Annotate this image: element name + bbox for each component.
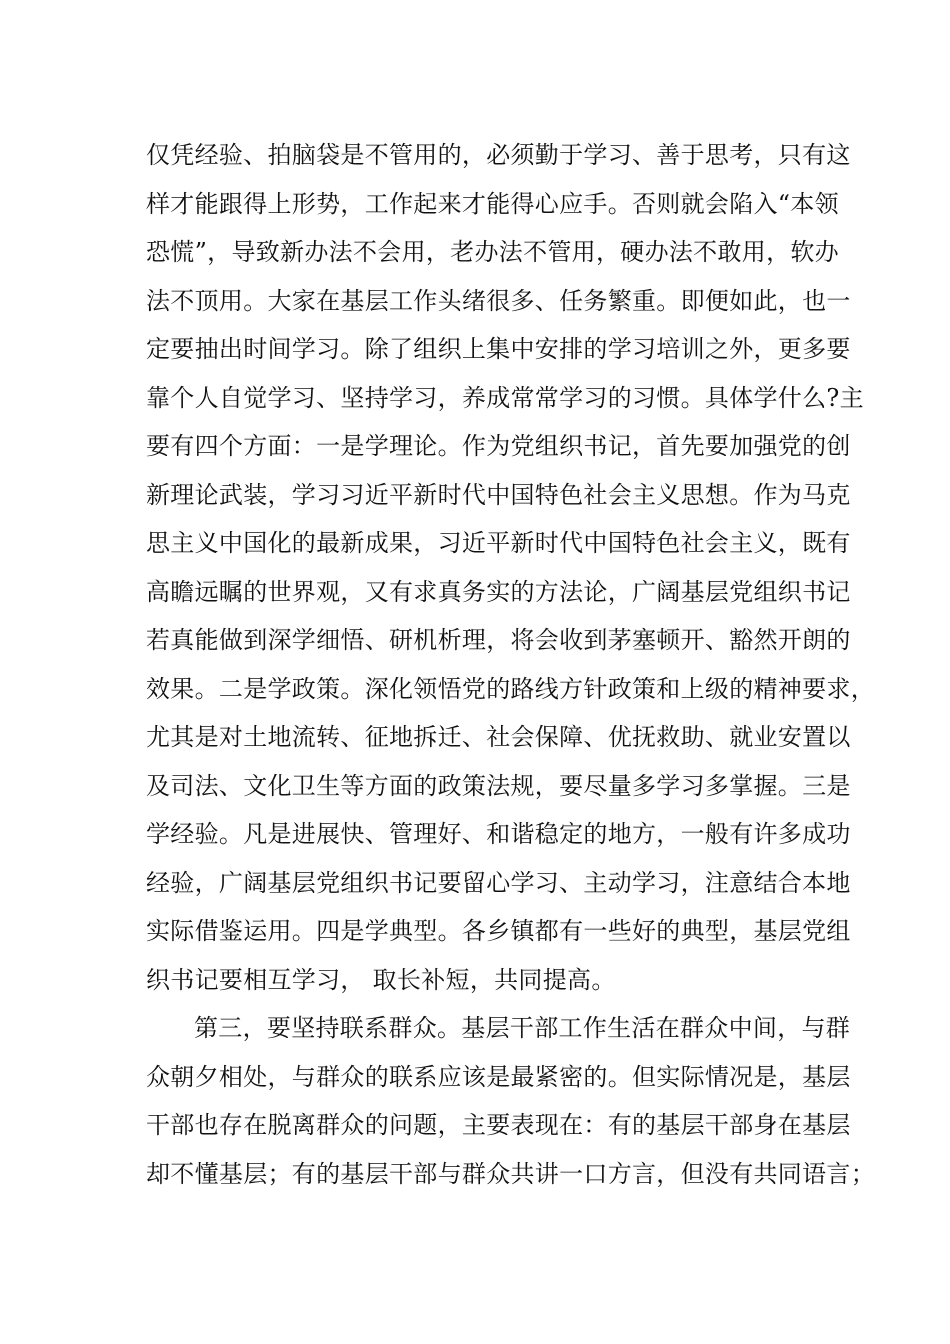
text-line: 仅凭经验、拍脑袋是不管用的，必须勤于学习、善于思考，只有这 — [146, 141, 851, 169]
text-line: 要有四个方面：一是学理论。作为党组织书记，首先要加强党的创 — [146, 432, 851, 460]
text-line: 及司法、文化卫生等方面的政策法规，要尽量多学习多掌握。三是 — [146, 771, 851, 800]
text-line: 靠个人自觉学习、坚持学习，养成常常学习的习惯。具体学什么?主 — [146, 383, 864, 412]
text-line: 思主义中国化的最新成果，习近平新时代中国特色社会主义，既有 — [146, 529, 851, 557]
paragraph-start-line: 第三，要坚持联系群众。基层干部工作生活在群众中间，与群 — [194, 1014, 851, 1042]
text-line: 新理论武装，学习习近平新时代中国特色社会主义思想。作为马克 — [146, 480, 851, 509]
text-line: 法不顶用。大家在基层工作头绪很多、任务繁重。即便如此，也一 — [146, 286, 851, 315]
text-line: 若真能做到深学细悟、研机析理，将会收到茅塞顿开、豁然开朗的 — [146, 626, 851, 654]
text-line: 实际借鉴运用。四是学典型。各乡镇都有一些好的典型，基层党组 — [146, 917, 851, 945]
text-line: 织书记要相互学习， 取长补短，共同提高。 — [146, 965, 616, 994]
text-line: 经验，广阔基层党组织书记要留心学习、主动学习，注意结合本地 — [146, 868, 851, 897]
text-line: 干部也存在脱离群众的问题，主要表现在：有的基层干部身在基层 — [146, 1111, 851, 1139]
text-line: 尤其是对土地流转、征地拆迁、社会保障、优抚救助、就业安置以 — [146, 723, 851, 751]
text-line: 恐慌”，导致新办法不会用，老办法不管用，硬办法不敢用，软办 — [146, 238, 839, 266]
text-line: 样才能跟得上形势，工作起来才能得心应手。否则就会陷入“本领 — [146, 189, 839, 218]
text-line: 却不懂基层；有的基层干部与群众共讲一口方言，但没有共同语言； — [146, 1159, 875, 1188]
text-line: 效果。二是学政策。深化领悟党的路线方针政策和上级的精神要求， — [146, 674, 875, 703]
text-line: 高瞻远瞩的世界观，又有求真务实的方法论，广阔基层党组织书记 — [146, 577, 851, 606]
body-text — [146, 131, 875, 1198]
text-line: 定要抽出时间学习。除了组织上集中安排的学习培训之外，更多要 — [146, 335, 851, 363]
text-line: 众朝夕相处，与群众的联系应该是最紧密的。但实际情况是，基层 — [146, 1062, 851, 1091]
text-line: 学经验。凡是进展快、管理好、和谐稳定的地方，一般有许多成功 — [146, 820, 851, 848]
